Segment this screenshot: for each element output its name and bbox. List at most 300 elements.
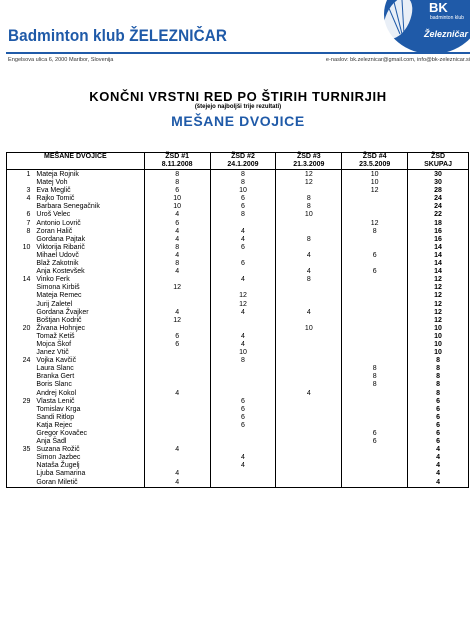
player-name-cell: Laura Slanc [36, 365, 144, 373]
tournament-4-points [342, 236, 408, 244]
tournament-4-points [342, 333, 408, 341]
rank-cell [7, 373, 37, 381]
rank-cell [7, 333, 37, 341]
player-name-cell: Uroš Velec [36, 211, 144, 219]
rank-cell: 6 [7, 211, 37, 219]
club-contact: e-naslov: bk.zeleznicar@gmail.com, info@bk-zeleznicar.si [325, 57, 470, 63]
player-name-cell: Branka Gert [36, 373, 144, 381]
tournament-1-points [144, 438, 210, 446]
tournament-4-points: 8 [342, 381, 408, 389]
table-row [7, 179, 469, 187]
tournament-3-points [276, 373, 342, 381]
header-divider [6, 52, 470, 54]
player-name-cell: Sandi Ritlop [36, 414, 144, 422]
tournament-1-points: 8 [144, 170, 210, 180]
tournament-2-points [210, 365, 276, 373]
tournament-2-points: 4 [210, 462, 276, 470]
tournament-2-points: 6 [210, 203, 276, 211]
total-points: 4 [408, 454, 469, 462]
tournament-1-points [144, 406, 210, 414]
tournament-1-points: 10 [144, 195, 210, 203]
club-logo-shuttlecock-icon [362, 0, 470, 56]
tournament-1-points: 4 [144, 479, 210, 488]
tournament-1-points [144, 462, 210, 470]
tournament-4-points [342, 244, 408, 252]
tournament-3-points [276, 357, 342, 365]
player-name-cell: Barbara Senegačnik [36, 203, 144, 211]
rank-cell [7, 309, 37, 317]
total-points: 12 [408, 309, 469, 317]
total-points: 12 [408, 301, 469, 309]
tournament-2-points: 8 [210, 179, 276, 187]
tournament-1-points: 4 [144, 252, 210, 260]
tournament-2-points [210, 373, 276, 381]
column-header-category: MEŠANE DVOJICE [7, 153, 145, 170]
tournament-1-points [144, 398, 210, 406]
tournament-3-points [276, 292, 342, 300]
tournament-2-points: 10 [210, 187, 276, 195]
tournament-4-points [342, 317, 408, 325]
player-name-cell: Tomislav Krga [36, 406, 144, 414]
tournament-4-points [342, 292, 408, 300]
logo-subtitle: badminton klub [430, 15, 464, 21]
tournament-4-points [342, 325, 408, 333]
total-points: 8 [408, 390, 469, 398]
tournament-1-points: 8 [144, 260, 210, 268]
tournament-1-points [144, 325, 210, 333]
total-points: 4 [408, 446, 469, 454]
tournament-2-points [210, 438, 276, 446]
tournament-3-points [276, 220, 342, 228]
tournament-2-points [210, 446, 276, 454]
tournament-3-points [276, 430, 342, 438]
tournament-3-points [276, 462, 342, 470]
total-points: 6 [408, 430, 469, 438]
tournament-4-points: 8 [342, 373, 408, 381]
rank-cell [7, 462, 37, 470]
tournament-2-points: 6 [210, 398, 276, 406]
table-row [7, 268, 469, 276]
tournament-4-points: 8 [342, 228, 408, 236]
table-row [7, 195, 469, 203]
total-points: 4 [408, 479, 469, 488]
total-points: 12 [408, 317, 469, 325]
total-points: 10 [408, 341, 469, 349]
tournament-1-points: 4 [144, 268, 210, 276]
tournament-2-points: 8 [210, 170, 276, 180]
table-row [7, 470, 469, 478]
tournament-3-points [276, 479, 342, 488]
tournament-4-points [342, 276, 408, 284]
table-row [7, 325, 469, 333]
tournament-3-points [276, 470, 342, 478]
rank-cell [7, 454, 37, 462]
table-row [7, 365, 469, 373]
tournament-3-points: 10 [276, 325, 342, 333]
tournament-3-points [276, 284, 342, 292]
table-row [7, 406, 469, 414]
tournament-3-points [276, 228, 342, 236]
player-name-cell: Antonio Lovrič [36, 220, 144, 228]
logo-bk-text: BK [429, 0, 448, 15]
table-row [7, 479, 469, 488]
rank-cell [7, 203, 37, 211]
table-row [7, 236, 469, 244]
total-points: 30 [408, 170, 469, 180]
player-name-cell: Simona Kirbiš [36, 284, 144, 292]
tournament-2-points: 6 [210, 422, 276, 430]
tournament-1-points: 4 [144, 309, 210, 317]
rank-cell [7, 438, 37, 446]
player-name-cell: Anja Šadl [36, 438, 144, 446]
table-row [7, 430, 469, 438]
tournament-1-points [144, 381, 210, 389]
tournament-4-points [342, 309, 408, 317]
player-name-cell: Rajko Tomič [36, 195, 144, 203]
tournament-3-points: 4 [276, 268, 342, 276]
player-name-cell: Matej Voh [36, 179, 144, 187]
tournament-2-points [210, 268, 276, 276]
player-name-cell: Vlasta Lenič [36, 398, 144, 406]
total-points: 18 [408, 220, 469, 228]
tournament-4-points [342, 211, 408, 219]
section-title: MEŠANE DVOJICE [171, 113, 305, 129]
player-name-cell: Viktorija Ribarič [36, 244, 144, 252]
rank-cell [7, 479, 37, 488]
table-row [7, 187, 469, 195]
rank-cell [7, 422, 37, 430]
rank-cell [7, 252, 37, 260]
player-name-cell: Gordana Pajtak [36, 236, 144, 244]
tournament-3-points [276, 422, 342, 430]
rank-cell [7, 236, 37, 244]
table-row [7, 252, 469, 260]
rank-cell: 3 [7, 187, 37, 195]
table-row [7, 211, 469, 219]
tournament-2-points: 6 [210, 195, 276, 203]
tournament-3-points: 4 [276, 390, 342, 398]
rank-cell: 10 [7, 244, 37, 252]
tournament-2-points: 6 [210, 406, 276, 414]
column-header-t4: ŽSD #4 23.5.2009 [342, 153, 408, 170]
tournament-4-points [342, 462, 408, 470]
tournament-3-points: 8 [276, 203, 342, 211]
rank-cell [7, 292, 37, 300]
player-name-cell: Nataša Žugelj [36, 462, 144, 470]
table-row [7, 333, 469, 341]
table-row [7, 390, 469, 398]
tournament-3-points: 8 [276, 236, 342, 244]
rank-cell [7, 317, 37, 325]
table-row [7, 398, 469, 406]
total-points: 12 [408, 276, 469, 284]
tournament-1-points: 6 [144, 220, 210, 228]
tournament-4-points [342, 470, 408, 478]
rank-cell [7, 470, 37, 478]
tournament-3-points [276, 349, 342, 357]
table-header-row [7, 153, 469, 170]
tournament-3-points [276, 406, 342, 414]
total-points: 4 [408, 470, 469, 478]
total-points: 6 [408, 398, 469, 406]
tournament-3-points [276, 446, 342, 454]
tournament-1-points: 12 [144, 284, 210, 292]
total-points: 8 [408, 357, 469, 365]
player-name-cell: Blaž Zakotnik [36, 260, 144, 268]
tournament-1-points: 4 [144, 228, 210, 236]
rank-cell: 14 [7, 276, 37, 284]
tournament-3-points: 4 [276, 309, 342, 317]
table-row [7, 446, 469, 454]
player-name-cell: Tomaž Ketiš [36, 333, 144, 341]
total-points: 10 [408, 349, 469, 357]
tournament-1-points [144, 301, 210, 309]
tournament-4-points: 8 [342, 365, 408, 373]
tournament-4-points [342, 195, 408, 203]
tournament-4-points [342, 341, 408, 349]
tournament-4-points: 10 [342, 170, 408, 180]
rank-cell: 20 [7, 325, 37, 333]
results-table [6, 152, 469, 488]
tournament-3-points [276, 341, 342, 349]
table-row [7, 284, 469, 292]
tournament-2-points: 4 [210, 276, 276, 284]
tournament-1-points: 4 [144, 446, 210, 454]
tournament-4-points: 12 [342, 187, 408, 195]
total-points: 12 [408, 284, 469, 292]
tournament-3-points: 8 [276, 195, 342, 203]
total-points: 14 [408, 268, 469, 276]
tournament-1-points: 4 [144, 211, 210, 219]
tournament-4-points [342, 260, 408, 268]
tournament-2-points: 6 [210, 414, 276, 422]
tournament-4-points [342, 422, 408, 430]
rank-cell [7, 341, 37, 349]
player-name-cell: Andrej Kokol [36, 390, 144, 398]
tournament-2-points: 4 [210, 236, 276, 244]
tournament-2-points [210, 317, 276, 325]
club-name: Badminton klub ŽELEZNIČAR [8, 26, 227, 45]
rank-cell: 7 [7, 220, 37, 228]
rank-cell: 29 [7, 398, 37, 406]
player-name-cell: Katja Rejec [36, 422, 144, 430]
logo-zeleznicar-text: Železničar [424, 29, 469, 39]
tournament-2-points [210, 284, 276, 292]
tournament-1-points: 4 [144, 470, 210, 478]
table-row [7, 260, 469, 268]
tournament-1-points: 10 [144, 203, 210, 211]
player-name-cell: Mihael Udovč [36, 252, 144, 260]
tournament-2-points [210, 470, 276, 478]
total-points: 8 [408, 381, 469, 389]
total-points: 6 [408, 422, 469, 430]
rank-cell: 35 [7, 446, 37, 454]
table-row [7, 357, 469, 365]
column-header-t1: ŽSD #1 8.11.2008 [144, 153, 210, 170]
total-points: 8 [408, 373, 469, 381]
table-row [7, 438, 469, 446]
tournament-1-points [144, 365, 210, 373]
tournament-1-points [144, 276, 210, 284]
tournament-2-points [210, 479, 276, 488]
table-row [7, 292, 469, 300]
tournament-1-points [144, 292, 210, 300]
total-points: 4 [408, 462, 469, 470]
player-name-cell: Gregor Kovačec [36, 430, 144, 438]
tournament-2-points [210, 325, 276, 333]
rank-cell: 24 [7, 357, 37, 365]
total-points: 22 [408, 211, 469, 219]
total-points: 24 [408, 203, 469, 211]
tournament-3-points [276, 187, 342, 195]
tournament-2-points: 8 [210, 357, 276, 365]
tournament-3-points [276, 454, 342, 462]
tournament-1-points: 12 [144, 317, 210, 325]
tournament-4-points [342, 349, 408, 357]
table-row [7, 462, 469, 470]
total-points: 10 [408, 325, 469, 333]
tournament-1-points [144, 373, 210, 381]
player-name-cell: Vinko Ferk [36, 276, 144, 284]
table-row [7, 381, 469, 389]
table-row [7, 220, 469, 228]
rank-cell: 1 [7, 170, 37, 180]
column-header-t3: ŽSD #3 21.3.2009 [276, 153, 342, 170]
tournament-3-points [276, 260, 342, 268]
table-row [7, 309, 469, 317]
tournament-2-points: 12 [210, 292, 276, 300]
total-points: 14 [408, 244, 469, 252]
tournament-1-points [144, 430, 210, 438]
player-name-cell: Mateja Remec [36, 292, 144, 300]
total-points: 12 [408, 292, 469, 300]
player-name-cell: Janez Vtič [36, 349, 144, 357]
tournament-3-points [276, 244, 342, 252]
table-row [7, 341, 469, 349]
total-points: 30 [408, 179, 469, 187]
player-name-cell: Boštjan Kodrič [36, 317, 144, 325]
tournament-4-points [342, 390, 408, 398]
page-subtitle: (štejejo najboljši trije rezultati) [194, 104, 282, 110]
tournament-2-points: 4 [210, 228, 276, 236]
tournament-1-points: 4 [144, 236, 210, 244]
tournament-3-points [276, 414, 342, 422]
tournament-1-points: 8 [144, 244, 210, 252]
rank-cell [7, 349, 37, 357]
player-name-cell: Vojka Kavčič [36, 357, 144, 365]
club-address: Engelsova ulica 6, 2000 Maribor, Slovenija [8, 57, 114, 63]
tournament-4-points: 6 [342, 252, 408, 260]
total-points: 6 [408, 438, 469, 446]
table-row [7, 349, 469, 357]
rank-cell [7, 430, 37, 438]
tournament-4-points: 12 [342, 220, 408, 228]
tournament-4-points: 6 [342, 430, 408, 438]
player-name-cell: Anja Kostevšek [36, 268, 144, 276]
table-row [7, 373, 469, 381]
tournament-2-points [210, 220, 276, 228]
rank-cell [7, 406, 37, 414]
tournament-4-points [342, 398, 408, 406]
table-row [7, 317, 469, 325]
tournament-1-points: 6 [144, 333, 210, 341]
tournament-3-points: 10 [276, 211, 342, 219]
tournament-3-points: 12 [276, 170, 342, 180]
tournament-3-points [276, 301, 342, 309]
total-points: 16 [408, 236, 469, 244]
tournament-2-points: 8 [210, 211, 276, 219]
tournament-4-points [342, 301, 408, 309]
tournament-1-points: 6 [144, 187, 210, 195]
rank-cell [7, 365, 37, 373]
page-title: KONČNI VRSTNI RED PO ŠTIRIH TURNIRJIH [89, 89, 387, 104]
tournament-2-points [210, 252, 276, 260]
total-points: 8 [408, 365, 469, 373]
rank-cell [7, 179, 37, 187]
tournament-2-points: 12 [210, 301, 276, 309]
player-name-cell: Goran Miletič [36, 479, 144, 488]
total-points: 16 [408, 228, 469, 236]
rank-cell [7, 301, 37, 309]
tournament-2-points: 4 [210, 309, 276, 317]
tournament-1-points [144, 422, 210, 430]
tournament-4-points [342, 446, 408, 454]
tournament-2-points [210, 381, 276, 389]
tournament-3-points: 4 [276, 252, 342, 260]
table-row [7, 422, 469, 430]
player-name-cell: Simon Jazbec [36, 454, 144, 462]
tournament-3-points [276, 365, 342, 373]
table-row [7, 414, 469, 422]
tournament-4-points [342, 414, 408, 422]
tournament-1-points [144, 454, 210, 462]
tournament-1-points: 6 [144, 341, 210, 349]
table-row [7, 276, 469, 284]
rank-cell [7, 284, 37, 292]
total-points: 24 [408, 195, 469, 203]
tournament-2-points [210, 390, 276, 398]
total-points: 10 [408, 333, 469, 341]
tournament-3-points [276, 333, 342, 341]
total-points: 14 [408, 260, 469, 268]
player-name-cell: Gordana Žvajker [36, 309, 144, 317]
table-row [7, 301, 469, 309]
column-header-t2: ŽSD #2 24.1.2009 [210, 153, 276, 170]
tournament-4-points: 6 [342, 268, 408, 276]
table-row [7, 170, 469, 180]
tournament-3-points: 12 [276, 179, 342, 187]
tournament-2-points [210, 430, 276, 438]
tournament-4-points: 6 [342, 438, 408, 446]
rank-cell: 4 [7, 195, 37, 203]
tournament-1-points: 4 [144, 390, 210, 398]
column-header-total: ŽSD SKUPAJ [408, 153, 469, 170]
player-name-cell: Eva Meglič [36, 187, 144, 195]
tournament-4-points [342, 284, 408, 292]
player-name-cell: Boris Slanc [36, 381, 144, 389]
table-row [7, 228, 469, 236]
tournament-1-points [144, 349, 210, 357]
tournament-4-points [342, 357, 408, 365]
rank-cell [7, 260, 37, 268]
player-name-cell: Mateja Rojnik [36, 170, 144, 180]
total-points: 28 [408, 187, 469, 195]
tournament-4-points: 10 [342, 179, 408, 187]
total-points: 6 [408, 414, 469, 422]
player-name-cell: Suzana Rožič [36, 446, 144, 454]
tournament-3-points [276, 381, 342, 389]
tournament-1-points [144, 357, 210, 365]
